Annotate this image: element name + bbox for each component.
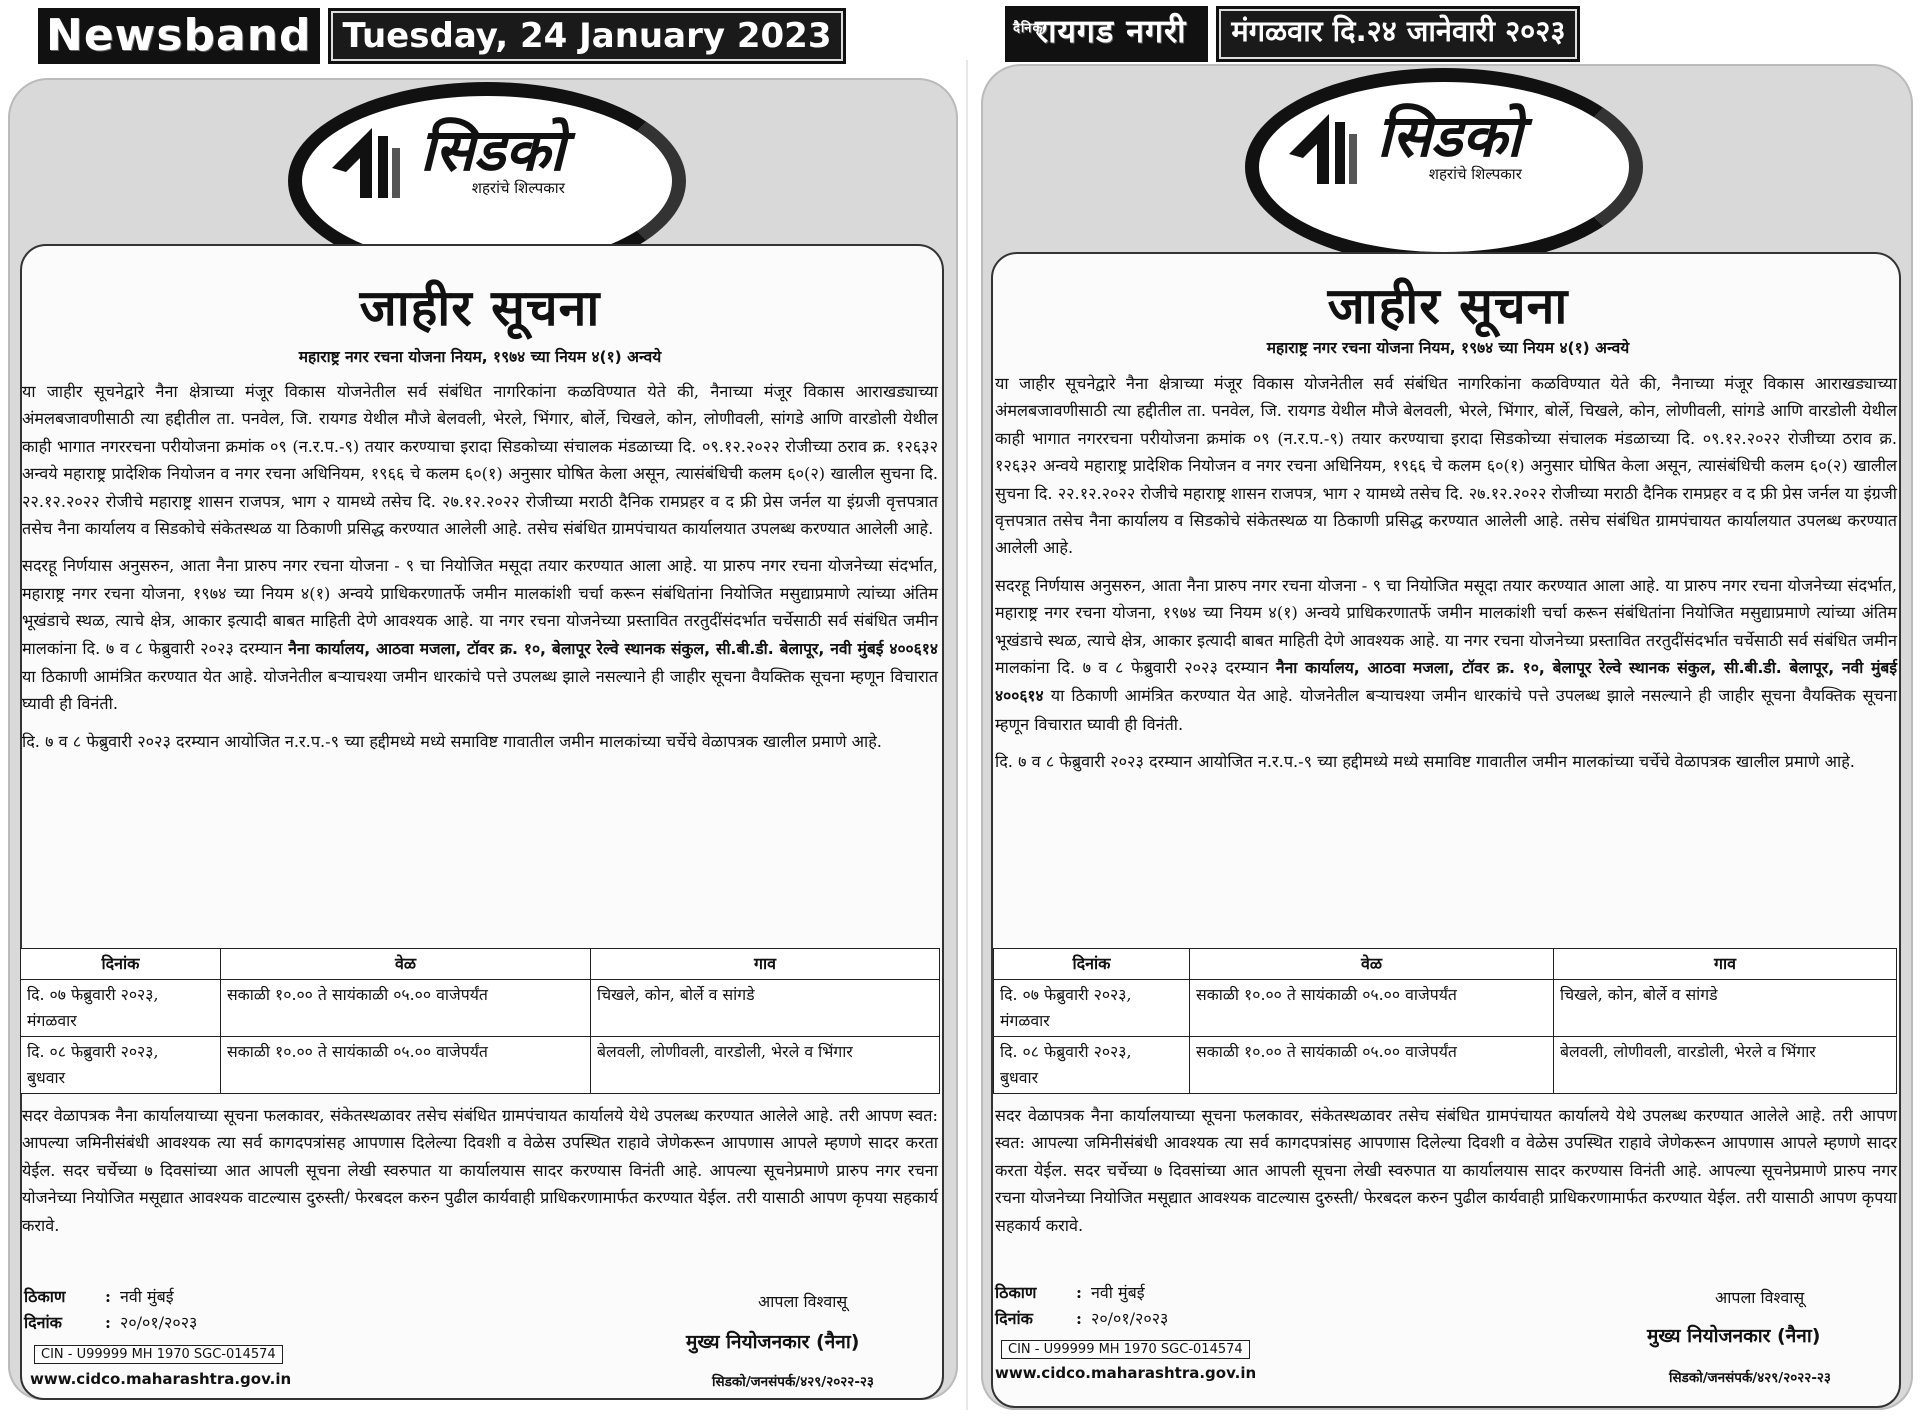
place-date-block: ठिकाण : नवी मुंबई दिनांक : २०/०१/२०२३ (24, 1284, 197, 1336)
newspaper-kicker: दैनिक (1013, 21, 1044, 36)
masthead (38, 8, 846, 64)
reference-number: सिडको/जनसंपर्क/४२९/२०२२-२३ (712, 1374, 874, 1390)
notice-body (995, 370, 1897, 786)
place-label: ठिकाण (995, 1283, 1037, 1302)
reference-number: सिडको/जनसंपर्क/४२९/२०२२-२३ (1669, 1370, 1831, 1386)
column-header-date: दिनांक (21, 949, 221, 980)
column-header-time: वेळ (1190, 949, 1554, 980)
cin-box: CIN - U99999 MH 1970 SGC-014574 (1001, 1340, 1250, 1359)
cidco-emblem-icon (1289, 104, 1359, 184)
website-link[interactable]: www.cidco.maharashtra.gov.in (30, 1370, 292, 1388)
newspaper-name: Newsband (38, 8, 320, 64)
date-label: दिनांक (24, 1313, 62, 1332)
notice-subtitle: महाराष्ट्र नगर रचना योजना नियम, १९७४ च्या नियम ४(१) अन्वये (298, 348, 662, 366)
masthead (1005, 6, 1580, 62)
notice-body (22, 378, 938, 765)
signatory-title: मुख्य नियोजनकार (नैना) (1647, 1325, 1821, 1347)
table-row: दि. ०७ फेब्रुवारी २०२३, मंगळवार सकाळी १०.०० ते सायंकाळी ०५.०० वाजेपर्यंत चिखले, कोन, बोर्ले व सांगडे (21, 980, 940, 1037)
date-label: दिनांक (995, 1309, 1033, 1328)
column-header-village: गाव (591, 949, 940, 980)
date-value: २०/०१/२०२३ (1091, 1309, 1169, 1328)
schedule-table (20, 948, 940, 1094)
notice-title: जाहीर सूचना (359, 279, 601, 337)
column-header-time: वेळ (221, 949, 591, 980)
newspaper-date: Tuesday, 24 January 2023 (328, 8, 847, 64)
column-header-village: गाव (1554, 949, 1897, 980)
date-value: २०/०१/२०२३ (120, 1313, 198, 1332)
newspaper-name: दैनिक रायगड नगरी (1005, 6, 1208, 62)
notice-closing (995, 1102, 1897, 1249)
clipping-divider (966, 60, 968, 1410)
place-value: नवी मुंबई (120, 1287, 174, 1306)
notice-closing (22, 1102, 938, 1249)
notice-title: जाहीर सूचना (1327, 277, 1569, 335)
table-row: दि. ०८ फेब्रुवारी २०२३, बुधवार सकाळी १०.०० ते सायंकाळी ०५.०० वाजेपर्यंत बेलवली, लोणीवली, वारडोली, भेरले व भिंगार (21, 1037, 940, 1094)
column-header-date: दिनांक (994, 949, 1190, 980)
place-value: नवी मुंबई (1091, 1283, 1145, 1302)
paragraph-intro: या जाहीर सूचनेद्वारे नैना क्षेत्राच्या मंजूर विकास योजनेतील सर्व संबंधित नागरिकांना कळविण्यात येते की, नैनाच्या मंजूर विकास आराखड्याच्या अंमलबजावणीसाठी त्या हद्दीतील ता. पनवेल, जि. रायगड येथील मौजे बेलवली, भेरले, भिंगार, बोर्ले, चिखले, कोन, लोणीवली, सांगडे आणि वारडोली येथील काही भागात नगररचना परीयोजना क्रमांक ०९ (न.र.प.-९) तयार करण्याचा इरादा सिडकोच्या संचालक मंडळाच्या दि. ०९.१२.२०२२ रोजीच्या ठराव क्र. १२६३२ अन्वये महाराष्ट्र प्रादेशिक नियोजन व नगर रचना अधिनियम, १९६६ चे कलम ६०(१) अनुसार घोषित केला असून, त्यासंबंधिची कलम ६०(२) खालील सुचना दि. २२.१२.२०२२ रोजीचे महाराष्ट्र शासन राजपत्र, भाग २ यामध्ये तसेच दि. २७.१२.२०२२ रोजीच्या मराठी दैनिक रामप्रहर व द फ्री प्रेस जर्नल या इंग्रजी वृत्तपत्रात तसेच नैना कार्यालय व सिडकोचे संकेतस्थळ या ठिकाणी प्रसिद्ध करण्यात आलेली आहे. तसेच संबंधित ग्रामपंचायत कार्यालयात उपलब्ध करण्यात आलेली आहे. (995, 374, 1897, 558)
office-address: नैना कार्यालय, आठवा मजला, टॉवर क्र. १०, बेलापूर रेल्वे स्थानक संकुल, सी.बी.डी. बेलापूर, नवी मुंबई ४००६१४ (288, 639, 938, 658)
paragraph-intro: या जाहीर सूचनेद्वारे नैना क्षेत्राच्या मंजूर विकास योजनेतील सर्व संबंधित नागरिकांना कळविण्यात येते की, नैनाच्या मंजूर विकास आराखड्याच्या अंमलबजावणीसाठी त्या हद्दीतील ता. पनवेल, जि. रायगड येथील मौजे बेलवली, भेरले, भिंगार, बोर्ले, चिखले, कोन, लोणीवली, सांगडे आणि वारडोली येथील काही भागात नगररचना परीयोजना क्रमांक ०९ (न.र.प.-९) तयार करण्याचा इरादा सिडकोच्या संचालक मंडळाच्या दि. ०९.१२.२०२२ रोजीच्या ठराव क्र. १२६३२ अन्वये महाराष्ट्र प्रादेशिक नियोजन व नगर रचना अधिनियम, १९६६ चे कलम ६०(१) अनुसार घोषित केला असून, त्यासंबंधिची कलम ६०(२) खालील सुचना दि. २२.१२.२०२२ रोजीचे महाराष्ट्र शासन राजपत्र, भाग २ यामध्ये तसेच दि. २७.१२.२०२२ रोजीच्या मराठी दैनिक रामप्रहर व द फ्री प्रेस जर्नल या इंग्रजी वृत्तपत्रात तसेच नैना कार्यालय व सिडकोचे संकेतस्थळ या ठिकाणी प्रसिद्ध करण्यात आलेली आहे. तसेच संबंधित ग्रामपंचायत कार्यालयात उपलब्ध करण्यात आलेली आहे. (22, 382, 938, 539)
paragraph-closing: सदर वेळापत्रक नैना कार्यालयाच्या सूचना फलकावर, संकेतस्थळावर तसेच संबंधित ग्रामपंचायत कार्यालये येथे उपलब्ध करण्यात आलेले आहे. तरी आपण स्वत: आपल्या जमिनीसंबंधी आवश्यक त्या सर्व कागदपत्रांसह आपणास दिलेल्या दिवशी व वेळेस उपस्थित राहावे जेणेकरून आपणास आपले म्हणणे सादर करता येईल. सदर चर्चेच्या ७ दिवसांच्या आत आपली सूचना लेखी स्वरुपात या कार्यालयास सादर करण्यास विनंती आहे. आपल्या सूचनेप्रमाणे प्रारुप नगर रचना योजनेच्या नियोजित मसूद्यात आवश्यक वाटल्यास दुरुस्ती/ फेरबदल करुन पुढील कार्यवाही प्राधिकरणामार्फत करण्यात येईल. तरी यासाठी आपण कृपया सहकार्य करावे. (995, 1106, 1897, 1235)
paragraph-schedule-intro: दि. ७ व ८ फेब्रुवारी २०२३ दरम्यान आयोजित न.र.प.-९ च्या हद्दीमध्ये मध्ये समाविष्ट गावातील जमीन मालकांच्या चर्चेचे वेळापत्रक खालील प्रमाणे आहे. (22, 731, 882, 751)
logo-tagline: शहरांचे शिल्पकार (471, 179, 565, 197)
cidco-logo-oval (1245, 68, 1643, 266)
paragraph-schedule-intro: दि. ७ व ८ फेब्रुवारी २०२३ दरम्यान आयोजित न.र.प.-९ च्या हद्दीमध्ये मध्ये समाविष्ट गावातील जमीन मालकांच्या चर्चेचे वेळापत्रक खालील प्रमाणे आहे. (995, 752, 1855, 772)
clipping-raigad-nagari (975, 0, 1921, 1417)
table-row: दि. ०८ फेब्रुवारी २०२३, बुधवार सकाळी १०.०० ते सायंकाळी ०५.०० वाजेपर्यंत बेलवली, लोणीवली, वारडोली, भेरले व भिंगार (994, 1037, 1897, 1094)
clipping-newsband (0, 0, 960, 1417)
place-label: ठिकाण (24, 1287, 66, 1306)
office-address: नैना कार्यालय, आठवा मजला, टॉवर क्र. १०, बेलापूर रेल्वे स्थानक संकुल, सी.बी.डी. बेलापूर, नवी मुंबई ४००६१४ (995, 659, 1897, 706)
logo-name: सिडको (1377, 102, 1522, 170)
paragraph-closing: सदर वेळापत्रक नैना कार्यालयाच्या सूचना फलकावर, संकेतस्थळावर तसेच संबंधित ग्रामपंचायत कार्यालये येथे उपलब्ध करण्यात आलेले आहे. तरी आपण स्वत: आपल्या जमिनीसंबंधी आवश्यक त्या सर्व कागदपत्रांसह आपणास दिलेल्या दिवशी व वेळेस उपस्थित राहावे जेणेकरून आपणास आपले म्हणणे सादर करता येईल. सदर चर्चेच्या ७ दिवसांच्या आत आपली सूचना लेखी स्वरुपात या कार्यालयास सादर करण्यास विनंती आहे. आपल्या सूचनेप्रमाणे प्रारुप नगर रचना योजनेच्या नियोजित मसूद्यात आवश्यक वाटल्यास दुरुस्ती/ फेरबदल करुन पुढील कार्यवाही प्राधिकरणामार्फत करण्यात येईल. तरी यासाठी आपण कृपया सहकार्य करावे. (22, 1106, 938, 1235)
schedule-table (993, 948, 1897, 1094)
website-link[interactable]: www.cidco.maharashtra.gov.in (995, 1364, 1257, 1382)
cin-box: CIN - U99999 MH 1970 SGC-014574 (34, 1345, 283, 1364)
signatory-title: मुख्य नियोजनकार (नैना) (686, 1331, 860, 1353)
table-row: दि. ०७ फेब्रुवारी २०२३, मंगळवार सकाळी १०.०० ते सायंकाळी ०५.०० वाजेपर्यंत चिखले, कोन, बोर्ले व सांगडे (994, 980, 1897, 1037)
paragraph-invitation: सदरहू निर्णयास अनुसरुन, आता नैना प्रारुप नगर रचना योजना - ९ चा नियोजित मसूदा तयार करण्यात आला आहे. या प्रारुप नगर रचना योजनेच्या संदर्भात, महाराष्ट्र नगर रचना योजना, १९७४ च्या नियम ४(१) अन्वये प्राधिकरणातर्फे जमीन मालकांशी चर्चा करून संबंधितांना नियोजित मसुद्याप्रमाणे त्यांच्या अंतिम भूखंडाचे स्थळ, त्याचे क्षेत्र, आकार इत्यादी बाबत माहिती देणे आवश्यक आहे. या नगर रचना योजनेच्या प्रस्तावित तरतुदींसंदर्भात चर्चेसाठी सर्व संबंधित जमीन मालकांना दि. ७ व ८ फेब्रुवारी २०२३ दरम्यान नैना कार्यालय, आठवा मजला, टॉवर क्र. १०, बेलापूर रेल्वे स्थानक संकुल, सी.बी.डी. बेलापूर, नवी मुंबई ४००६१४ या ठिकाणी आमंत्रित करण्यात येत आहे. योजनेतील बऱ्याचश्या जमीन धारकांचे पत्ते उपलब्ध झाले नसल्याने ही जाहीर सूचना वैयक्तिक सूचना म्हणून विचारात घ्यावी ही विनंती. (22, 556, 938, 714)
logo-name: सिडको (420, 116, 565, 184)
newspaper-date: मंगळवार दि.२४ जानेवारी २०२३ (1216, 6, 1580, 62)
signature-greeting: आपला विश्वासू (1715, 1288, 1805, 1307)
signature-greeting: आपला विश्वासू (758, 1292, 848, 1311)
paragraph-invitation: सदरहू निर्णयास अनुसरुन, आता नैना प्रारुप नगर रचना योजना - ९ चा नियोजित मसूदा तयार करण्यात आला आहे. या प्रारुप नगर रचना योजनेच्या संदर्भात, महाराष्ट्र नगर रचना योजना, १९७४ च्या नियम ४(१) अन्वये प्राधिकरणातर्फे जमीन मालकांशी चर्चा करून संबंधितांना नियोजित मसुद्याप्रमाणे त्यांच्या अंतिम भूखंडाचे स्थळ, त्याचे क्षेत्र, आकार इत्यादी बाबत माहिती देणे आवश्यक आहे. या नगर रचना योजनेच्या प्रस्तावित तरतुदींसंदर्भात चर्चेसाठी सर्व संबंधित जमीन मालकांना दि. ७ व ८ फेब्रुवारी २०२३ दरम्यान नैना कार्यालय, आठवा मजला, टॉवर क्र. १०, बेलापूर रेल्वे स्थानक संकुल, सी.बी.डी. बेलापूर, नवी मुंबई ४००६१४ या ठिकाणी आमंत्रित करण्यात येत आहे. योजनेतील बऱ्याचश्या जमीन धारकांचे पत्ते उपलब्ध झाले नसल्याने ही जाहीर सूचना वैयक्तिक सूचना म्हणून विचारात घ्यावी ही विनंती. (995, 575, 1897, 734)
cidco-emblem-icon (332, 118, 402, 198)
notice-subtitle: महाराष्ट्र नगर रचना योजना नियम, १९७४ च्या नियम ४(१) अन्वये (1266, 339, 1630, 357)
logo-tagline: शहरांचे शिल्पकार (1428, 165, 1522, 183)
place-date-block: ठिकाण : नवी मुंबई दिनांक : २०/०१/२०२३ (995, 1280, 1168, 1332)
